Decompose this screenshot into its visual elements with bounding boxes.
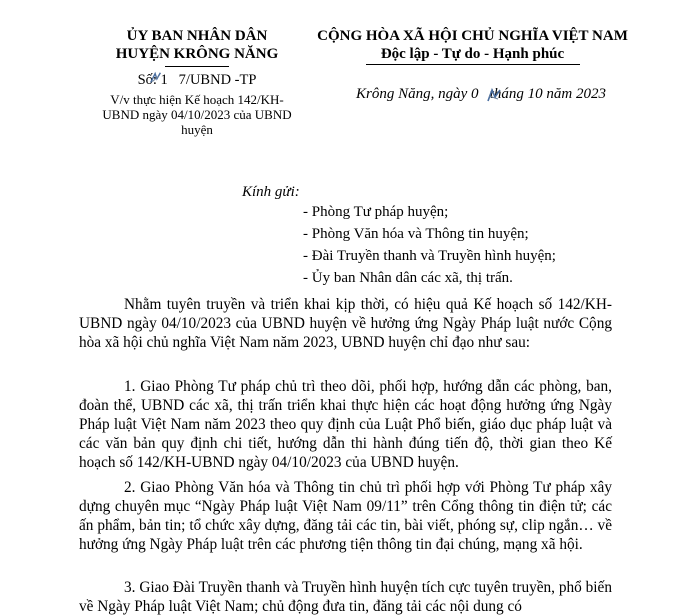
- body-paragraph-intro: Nhằm tuyên truyền và triển khai kịp thời, có hiệu quả Kế hoạch số 142/KH-UBND ngày 04/10/2023 của UBND huyện về hưởng ứng Ngày Pháp luật nước Cộng hòa xã hội chủ nghĩa Việt Nam năm 2023, UBND huyện chỉ đạo như sau:: [79, 296, 612, 351]
- recipient-item: - Ủy ban Nhân dân các xã, thị trấn.: [303, 270, 513, 286]
- recipient-item: - Phòng Tư pháp huyện;: [303, 204, 449, 220]
- national-motto: Độc lập - Tự do - Hạnh phúc: [380, 46, 565, 62]
- salutation: Kính gửi:: [242, 184, 300, 200]
- recipient-item: - Phòng Văn hóa và Thông tin huyện;: [303, 226, 529, 242]
- issuing-authority-block: [92, 27, 302, 137]
- national-title: CỘNG HÒA XÃ HỘI CHỦ NGHĨA VIỆT NAM: [317, 28, 628, 44]
- document-subject: V/v thực hiện Kế hoạch 142/KH-UBND ngày 04/10/2023 của UBND huyện: [102, 92, 292, 137]
- body-paragraph-item-3: 3. Giao Đài Truyền thanh và Truyền hình huyện tích cực tuyên truyền, phổ biến về Ngày Pháp luật Việt Nam; chủ động đưa tin, đăng tải các nội dung có: [79, 579, 612, 615]
- place-date-text: Krông Năng, ngày 0 tháng 10 năm 2023: [356, 86, 607, 102]
- handwritten-digit-mark: [149, 71, 163, 85]
- place-and-date: [356, 86, 606, 103]
- body-paragraph-item-2: 2. Giao Phòng Văn hóa và Thông tin chủ trì phối hợp với Phòng Tư pháp xây dựng chuyên mục “Ngày Pháp luật Việt Nam 09/11” trên Cổng thông tin điện tử; các ấn phẩm, bản tin; tổ chức xây dựng, đăng tải các tin, bài viết, phóng sự, clip ngắn… về hưởng ứng Ngày Pháp luật trên các phương tiện thông tin đại chúng, mạng xã hội.: [79, 479, 612, 553]
- document-number-text: Số: 1 7/UBND -TP: [137, 72, 257, 88]
- authority-underline: [165, 66, 229, 67]
- body-paragraph-item-1: 1. Giao Phòng Tư pháp chủ trì theo dõi, phối hợp, hướng dẫn các phòng, ban, đoàn thể, UBND các xã, thị trấn triển khai thực hiện các hoạt động hưởng ứng Ngày Pháp luật Việt Nam năm 2023 theo quy định của Luật Phổ biến, giáo dục pháp luật và các văn bản quy định chi tiết, hướng dẫn thi hành đúng tiến độ, thời gian theo Kế hoạch số 142/KH-UBND ngày 04/10/2023 của UBND huyện.: [79, 378, 612, 471]
- recipient-item: - Đài Truyền thanh và Truyền hình huyện;: [303, 248, 556, 264]
- document-number: [92, 71, 302, 89]
- authority-name-line2: HUYỆN KRÔNG NĂNG: [115, 46, 279, 62]
- motto-underline: [366, 64, 580, 65]
- recipient-list: [303, 201, 556, 289]
- handwritten-day-mark: [486, 87, 502, 103]
- national-title-block: [300, 27, 645, 65]
- authority-name-line1: ỦY BAN NHÂN DÂN: [126, 28, 268, 44]
